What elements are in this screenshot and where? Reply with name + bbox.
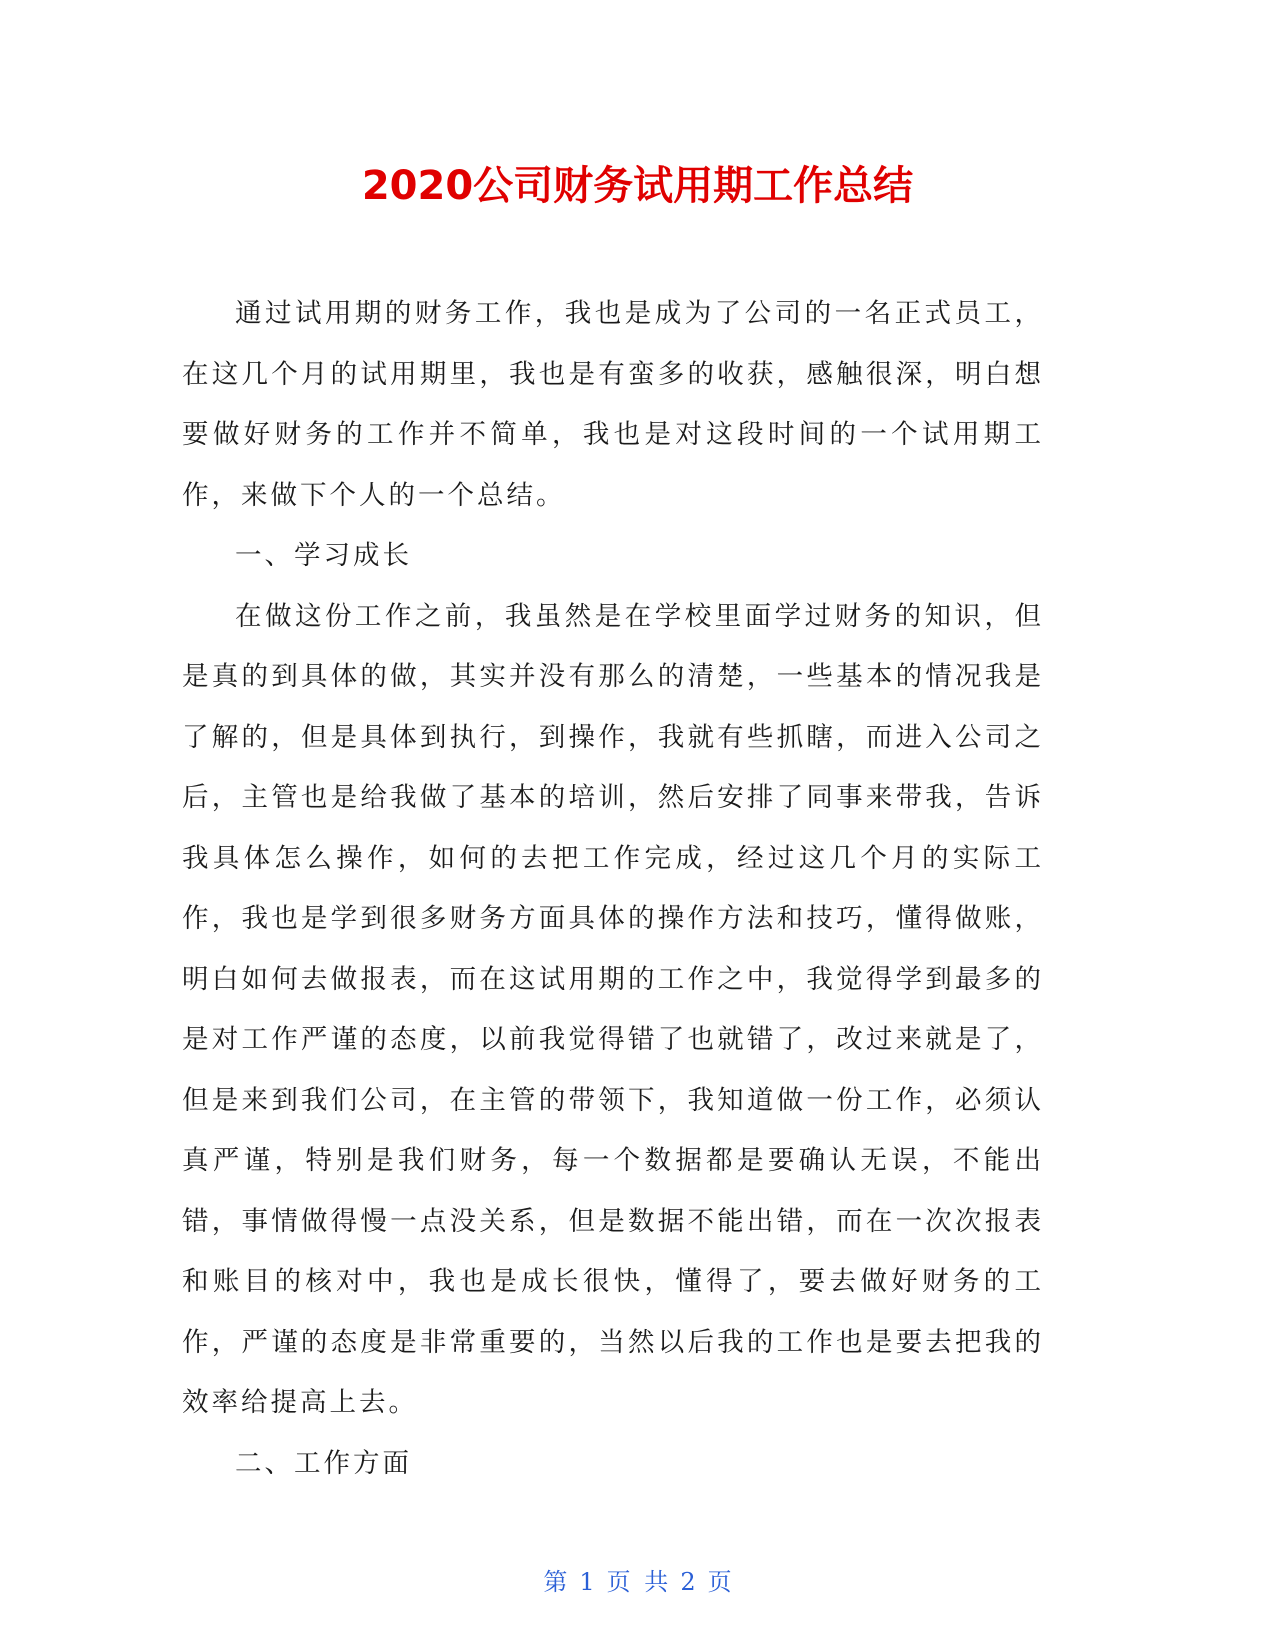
- document-title: 2020公司财务试用期工作总结: [361, 163, 914, 209]
- section-heading-work: 二、工作方面: [235, 1447, 412, 1479]
- section-heading-learning: 一、学习成长: [235, 540, 412, 571]
- footer-middle: 页 共: [606, 1568, 669, 1596]
- document-body: [182, 284, 1044, 1494]
- footer-suffix: 页: [707, 1568, 732, 1596]
- paragraph-intro: 通过试用期的财务工作，我也是成为了公司的一名正式员工，在这几个月的试用期里，我也是有蛮多的收获，感触很深，明白想要做好财务的工作并不简单，我也是对这段时间的一个试用期工作，来做下个人的一个总结。: [182, 298, 1044, 511]
- page-footer: [0, 1562, 1275, 1597]
- paragraph-learning: 在做这份工作之前，我虽然是在学校里面学过财务的知识，但是真的到具体的做，其实并没有那么的清楚，一些基本的情况我是了解的，但是具体到执行，到操作，我就有些抓瞎，而进入公司之后，主管也是给我做了基本的培训，然后安排了同事来带我，告诉我具体怎么操作，如何的去把工作完成，经过这几个月的实际工作，我也是学到很多财务方面具体的操作方法和技巧，懂得做账，明白如何去做报表，而在这试用期的工作之中，我觉得学到最多的是对工作严谨的态度，以前我觉得错了也就错了，改过来就是了，但是来到我们公司，在主管的带领下，我知道做一份工作，必须认真严谨，特别是我们财务，每一个数据都是要确认无误，不能出错，事情做得慢一点没关系，但是数据不能出错，而在一次次报表和账目的核对中，我也是成长很快，懂得了，要去做好财务的工作，严谨的态度是非常重要的，当然以后我的工作也是要去把我的效率给提高上去。: [182, 600, 1044, 1418]
- footer-page-number: 1: [579, 1568, 595, 1596]
- footer-total-pages: 2: [680, 1568, 696, 1596]
- footer-prefix: 第: [543, 1568, 568, 1596]
